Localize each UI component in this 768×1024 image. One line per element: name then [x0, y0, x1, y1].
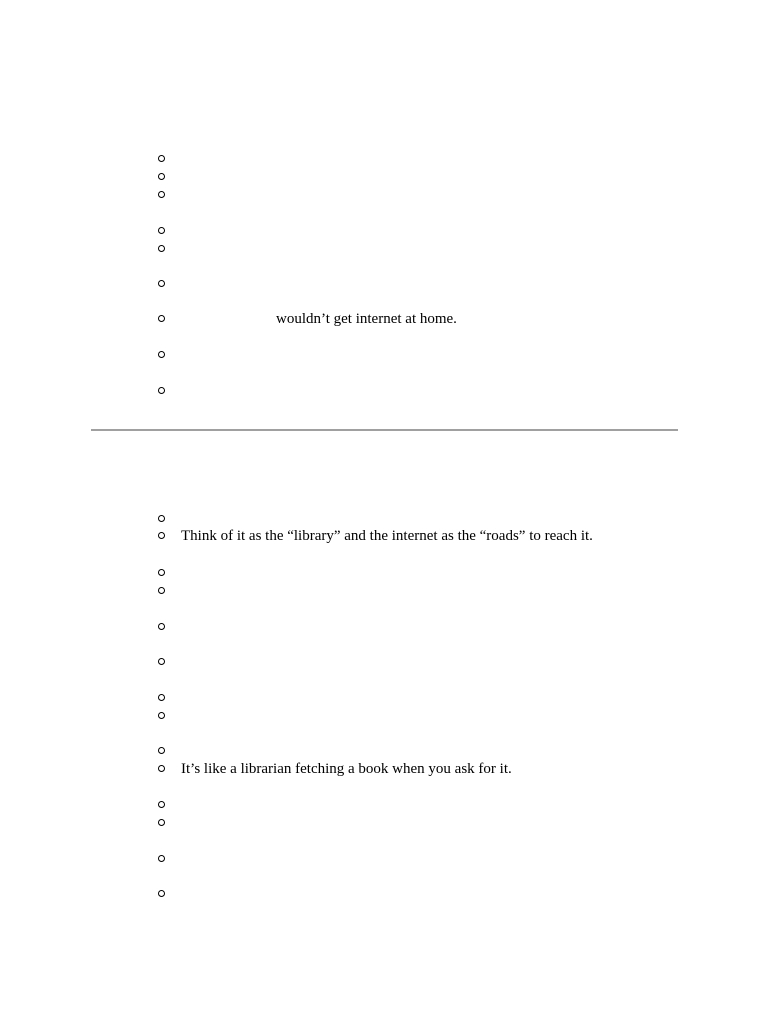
hollow-bullet-icon [157, 760, 167, 778]
hollow-bullet-icon [157, 689, 167, 707]
hollow-bullet-icon [157, 796, 167, 814]
hollow-bullet-icon [157, 382, 167, 400]
list-item [157, 885, 167, 903]
horizontal-divider [91, 429, 678, 431]
hollow-bullet-icon [157, 742, 167, 760]
list-item [157, 796, 167, 814]
hollow-bullet-icon [157, 186, 167, 204]
hollow-bullet-icon [157, 346, 167, 364]
list-item [157, 275, 167, 293]
hollow-bullet-icon [157, 618, 167, 636]
list-item-text: It’s like a librarian fetching a book when you ask for it. [181, 761, 512, 777]
list-item [157, 346, 167, 364]
list-item [157, 564, 167, 582]
list-item [157, 653, 167, 671]
list-item [157, 168, 167, 186]
list-item [157, 689, 167, 707]
list-item [157, 510, 167, 528]
hollow-bullet-icon [157, 885, 167, 903]
list-item-text: wouldn’t get internet at home. [276, 311, 457, 327]
hollow-bullet-icon [157, 510, 167, 528]
hollow-bullet-icon [157, 527, 167, 545]
list-item [157, 310, 457, 328]
list-item [157, 582, 167, 600]
hollow-bullet-icon [157, 564, 167, 582]
list-item-text: Think of it as the “library” and the internet as the “roads” to reach it. [181, 528, 593, 544]
hollow-bullet-icon [157, 150, 167, 168]
list-item [157, 742, 167, 760]
hollow-bullet-icon [157, 275, 167, 293]
hollow-bullet-icon [157, 707, 167, 725]
list-item [157, 618, 167, 636]
hollow-bullet-icon [157, 240, 167, 258]
hollow-bullet-icon [157, 653, 167, 671]
list-item [157, 150, 167, 168]
list-item [157, 707, 167, 725]
list-item [157, 186, 167, 204]
hollow-bullet-icon [157, 850, 167, 868]
list-item [157, 527, 593, 545]
list-item [157, 850, 167, 868]
hollow-bullet-icon [157, 168, 167, 186]
hollow-bullet-icon [157, 310, 167, 328]
hollow-bullet-icon [157, 222, 167, 240]
list-item [157, 814, 167, 832]
list-item [157, 240, 167, 258]
hollow-bullet-icon [157, 582, 167, 600]
list-item [157, 760, 512, 778]
hollow-bullet-icon [157, 814, 167, 832]
list-item [157, 382, 167, 400]
list-item [157, 222, 167, 240]
